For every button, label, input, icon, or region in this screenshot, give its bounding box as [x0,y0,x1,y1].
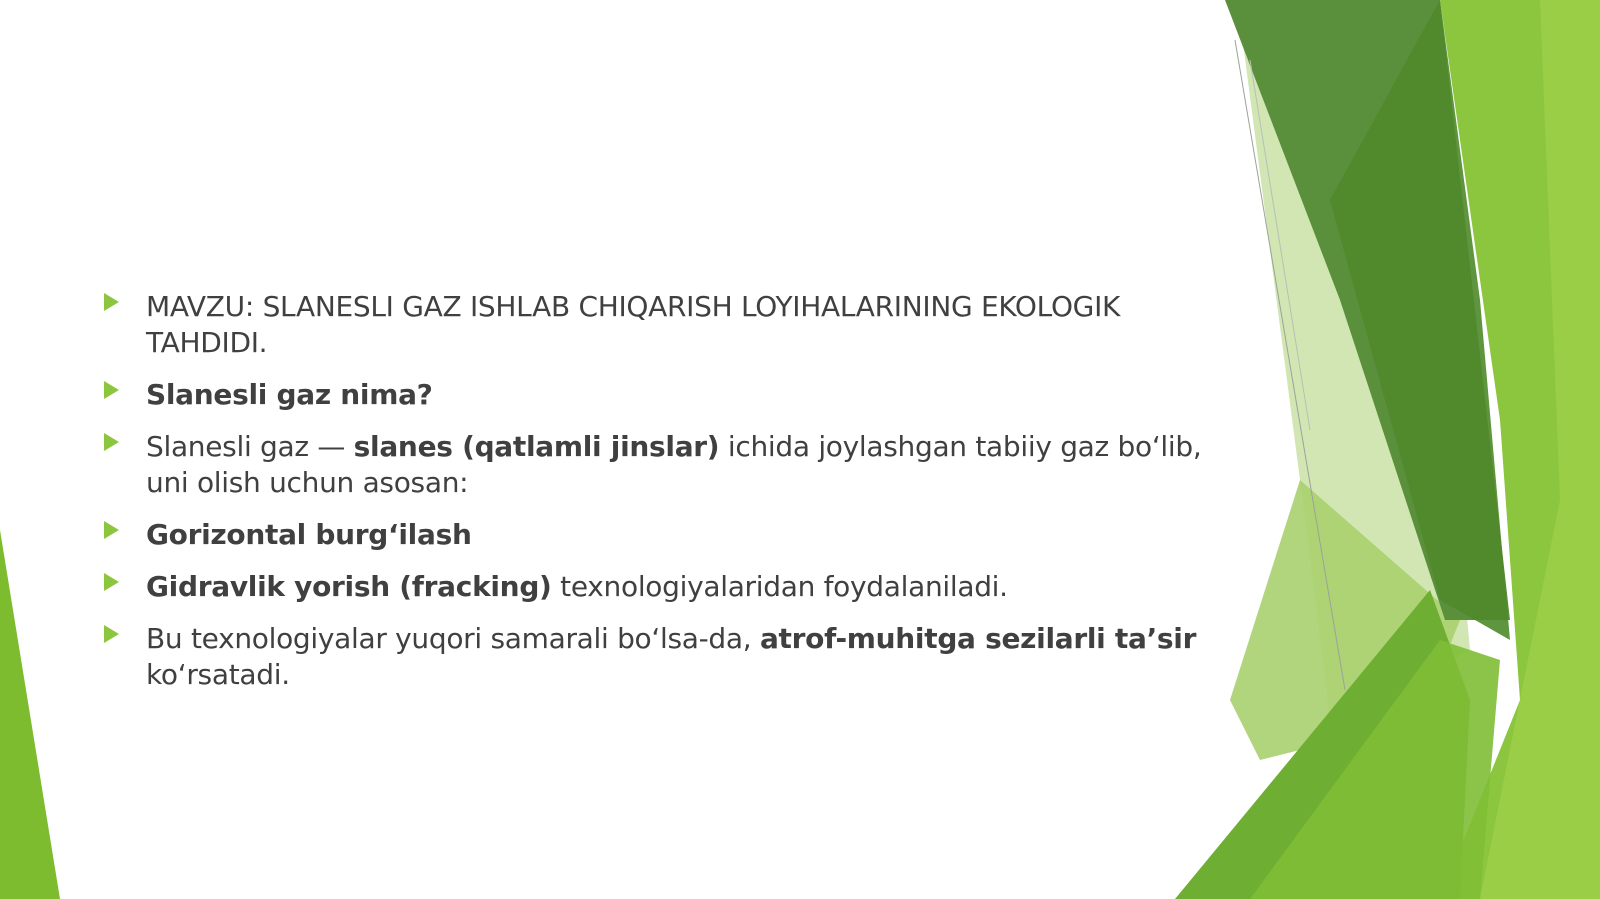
triangle-bullet-icon [104,293,119,311]
bullet-item [100,289,1210,361]
text-segment-bold: slanes (qatlamli jinslar) [353,430,720,463]
bullet-text [146,290,1120,359]
text-segment-bold: Gidravlik yorish (fracking) [146,570,552,603]
text-segment-bold: Slanesli gaz nima? [146,378,433,411]
bullet-item [100,517,1210,553]
triangle-bullet-icon [104,433,119,451]
bullet-list [100,289,1210,709]
bullet-text [146,622,1196,691]
bullet-item [100,621,1210,693]
triangle-bullet-icon [104,381,119,399]
triangle-bullet-icon [104,625,119,643]
text-segment-bold: Gorizontal burg‘ilash [146,518,472,551]
bullet-text [146,518,472,551]
triangle-bullet-icon [104,573,119,591]
bullet-text [146,378,433,411]
text-segment: ko‘rsatadi. [146,658,290,691]
left-green-shape [0,530,60,899]
bullet-item [100,377,1210,413]
bullet-text [146,570,1008,603]
triangle-bullet-icon [104,521,119,539]
bullet-item [100,429,1210,501]
text-segment: MAVZU: SLANESLI GAZ ISHLAB CHIQARISH LOYIHALARINING EKOLOGIK TAHDIDI. [146,290,1121,359]
text-segment: Bu texnologiyalar yuqori samarali bo‘lsa-da, [146,622,760,655]
bullet-item [100,569,1210,605]
text-segment: texnologiyalaridan foydalaniladi. [551,570,1008,603]
text-segment: ichida joylashgan tabiiy gaz bo‘lib, uni olish uchun asosan: [146,430,1202,499]
bullet-text [146,430,1201,499]
text-segment-bold: atrof-muhitga sezilarli ta’sir [759,622,1197,655]
text-segment: Slanesli gaz — [146,430,354,463]
